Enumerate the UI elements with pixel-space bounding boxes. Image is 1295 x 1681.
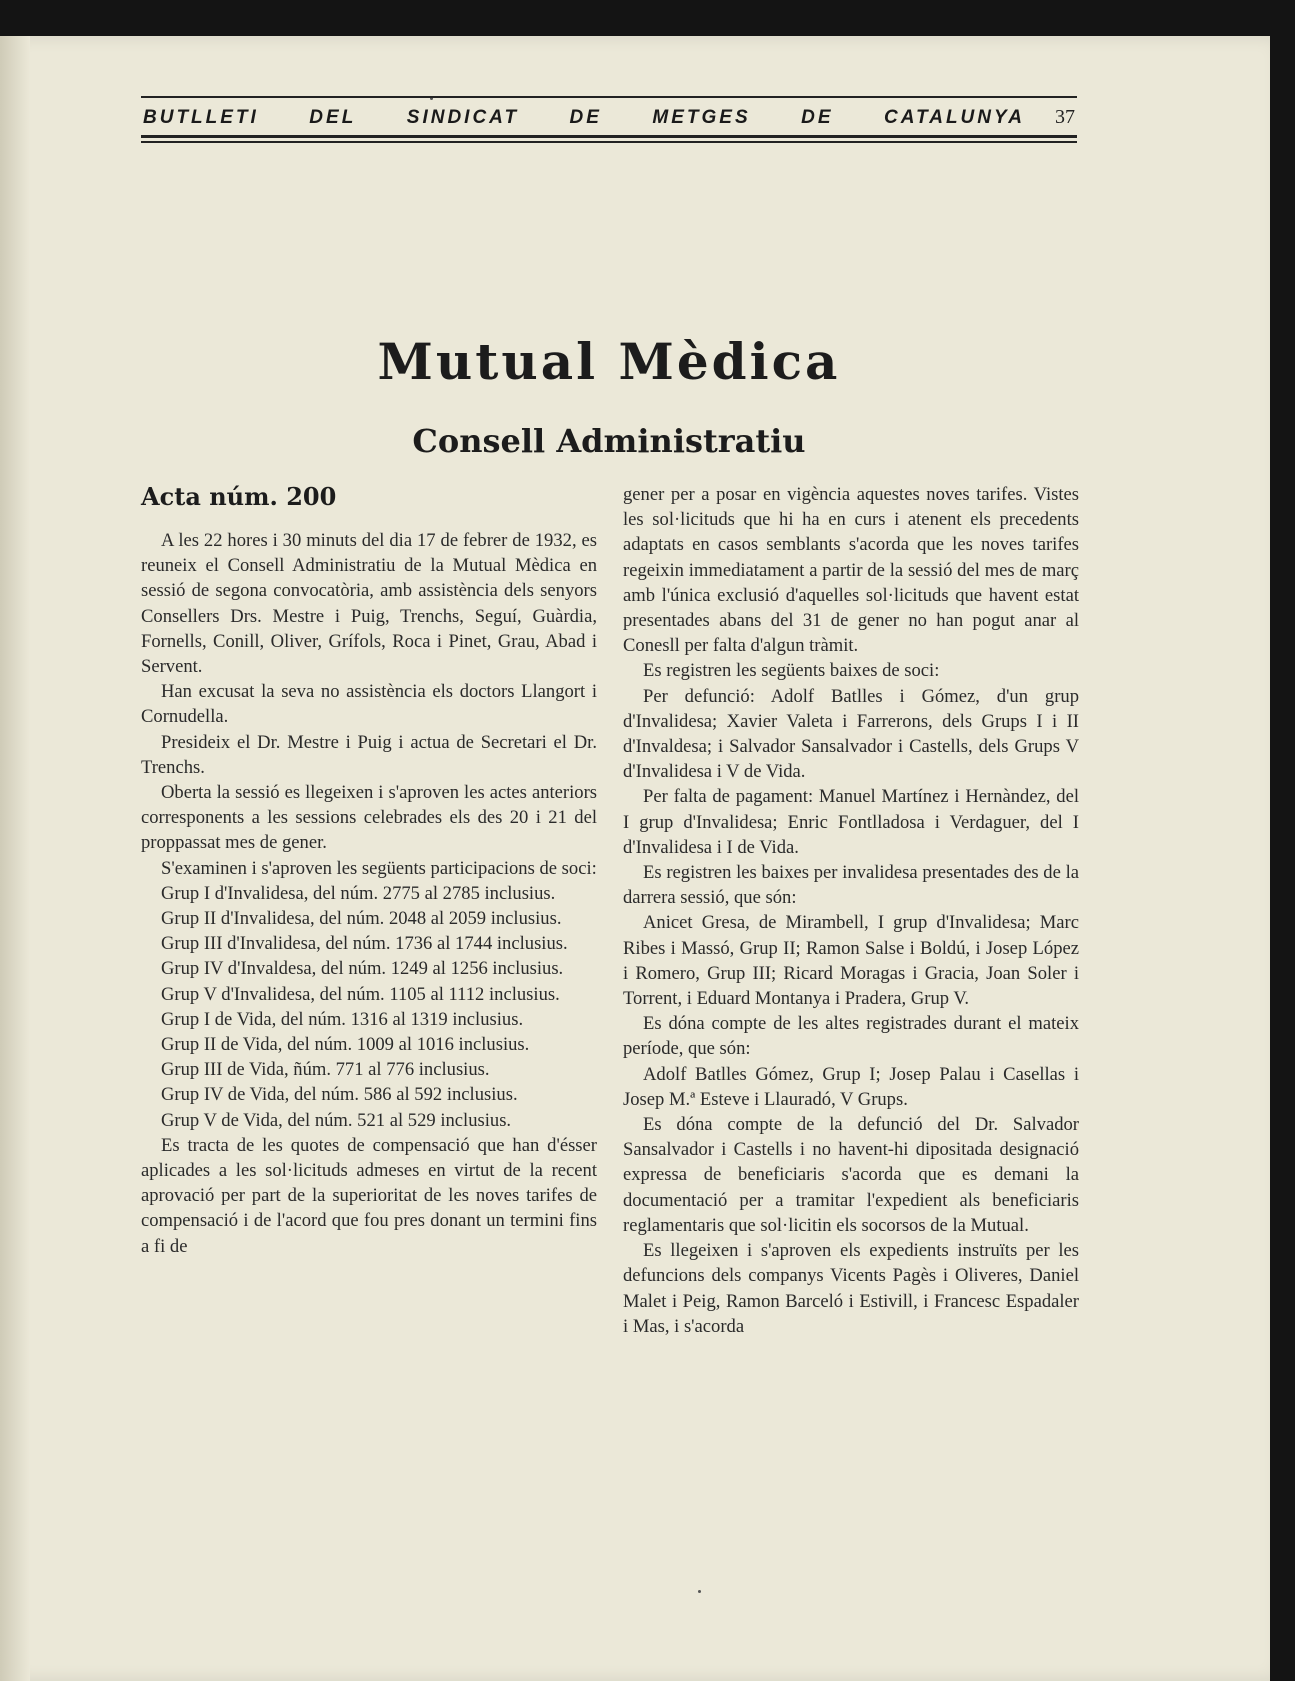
running-title <box>143 107 1025 129</box>
paragraph: Oberta la sessió es llegeixen i s'aproven les actes anteriors corresponents a les sessions celebrades els des 20 i 21 del proppassat mes de gener. <box>141 782 597 854</box>
paragraph: Adolf Batlles Gómez, Grup I; Josep Palau i Casellas i Josep M.ª Esteve i Llauradó, V Grups. <box>623 1063 1079 1110</box>
running-title-word: SINDICAT <box>406 107 520 128</box>
paragraph: gener per a posar en vigència aquestes noves tarifes. Vistes les sol·licituds que hi ha en curs i atenent els precedents adaptats en casos semblants s'acorda que les noves tarifes regeixin immediatament a partir de la sessió del mes de març amb l'única exclusió d'aquelles sol·licituds que havent estat presentades abans del 31 de gener no han pogut anar al Conesll per falta d'algun tràmit. <box>623 484 1079 657</box>
speck <box>698 1590 701 1593</box>
running-title-word: DE <box>801 107 834 128</box>
article-title: Mutual Mèdica <box>377 332 841 391</box>
paragraph: Grup III de Vida, ñúm. 771 al 776 inclusius. <box>161 1059 490 1081</box>
paragraph: Grup III d'Invalidesa, del núm. 1736 al 1744 inclusius. <box>161 933 568 955</box>
right-column <box>623 482 1079 1339</box>
paragraph: Es dóna compte de la defunció del Dr. Salvador Sansalvador i Castells i no havent-hi dipositada designació expressa de beneficiaris s'acorda que es demani la documentació per a tramitar l'expedient als beneficiaris reglamentaris que sol·licitin els socorsos de la Mutual. <box>623 1114 1079 1236</box>
paragraph: Grup IV de Vida, del núm. 586 al 592 inclusius. <box>161 1084 518 1106</box>
header-rule-bottom-2 <box>141 141 1077 143</box>
paragraph: Per falta de pagament: Manuel Martínez i Hernàndez, del I grup d'Invalidesa; Enric Fontlladosa i Verdaguer, del I d'Invalidesa i I de Vida. <box>623 786 1079 858</box>
running-title-word: DEL <box>309 107 357 128</box>
paragraph: Es llegeixen i s'aproven els expedients instruïts per les defuncions dels companys Vicents Pagès i Oliveres, Daniel Malet i Peig, Ramon Barceló i Estivill, i Francesc Espadaler i Mas, i s'acorda <box>623 1240 1079 1337</box>
paragraph: Grup I de Vida, del núm. 1316 al 1319 inclusius. <box>161 1008 524 1030</box>
paragraph: Es dóna compte de les altes registrades durant el mateix període, que són: <box>623 1013 1079 1060</box>
paragraph: S'examinen i s'aproven les següents participacions de soci: <box>161 857 597 879</box>
paragraph: A les 22 hores i 30 minuts del dia 17 de febrer de 1932, es reuneix el Consell Administratiu de la Mutual Mèdica en sessió de segona convocatòria, amb assistència dels senyors Consellers Drs. Mestre i Puig, Trenchs, Seguí, Guàrdia, Fornells, Conill, Oliver, Grífols, Roca i Pinet, Grau, Abad i Servent. <box>141 530 597 678</box>
paragraph: Grup I d'Invalidesa, del núm. 2775 al 2785 inclusius. <box>161 882 556 904</box>
left-column <box>141 482 597 1259</box>
paragraph: Presideix el Dr. Mestre i Puig i actua de Secretari el Dr. Trenchs. <box>141 731 597 778</box>
paragraph: Grup II de Vida, del núm. 1009 al 1016 inclusius. <box>161 1034 530 1056</box>
running-header <box>141 96 1077 143</box>
running-title-word: DE <box>569 107 602 128</box>
running-title-word: METGES <box>652 107 751 128</box>
running-title-word: BUTLLETI <box>143 107 259 128</box>
page-number: 37 <box>1055 106 1075 128</box>
paragraph: Anicet Gresa, de Mirambell, I grup d'Invalidesa; Marc Ribes i Massó, Grup II; Ramon Salse i Boldú, i Josep López i Romero, Grup III; Ricard Moragas i Gracia, Joan Soler i Torrent, i Eduard Montanya i Pradera, Grup V. <box>623 912 1079 1010</box>
paragraph: Es tracta de les quotes de compensació que han d'ésser aplicades a les sol·licituds admeses en virtut de la recent aprovació per part de la superioritat de les noves tarifes de compensació i de l'acord que fou pres donant un termini fins a fi de <box>141 1134 597 1257</box>
paragraph: Es registren les següents baixes de soci: <box>643 660 940 682</box>
paragraph: Grup V de Vida, del núm. 521 al 529 inclusius. <box>161 1109 512 1131</box>
article-subtitle: Consell Administratiu <box>412 422 806 460</box>
paragraph: Han excusat la seva no assistència els doctors Llangort i Cornudella. <box>141 681 597 728</box>
paragraph: Grup V d'Invalidesa, del núm. 1105 al 1112 inclusius. <box>161 983 560 1005</box>
paragraph: Es registren les baixes per invalidesa presentades des de la darrera sessió, que són: <box>623 862 1079 909</box>
running-title-word: CATALUNYA <box>884 107 1025 128</box>
header-line <box>141 98 1077 135</box>
acta-heading: Acta núm. 200 <box>141 482 337 511</box>
paragraph: Grup II d'Invalidesa, del núm. 2048 al 2059 inclusius. <box>161 908 562 930</box>
paragraph: Grup IV d'Invaldesa, del núm. 1249 al 1256 inclusius. <box>161 958 564 980</box>
gutter-shadow <box>0 36 30 1681</box>
paragraph: Per defunció: Adolf Batlles i Gómez, d'un grup d'Invalidesa; Xavier Valeta i Farrerons, dels Grups I i II d'Invaldesa; i Salvador Sansalvador i Castells, dels Grups V d'Invalidesa i V de Vida. <box>623 685 1079 783</box>
